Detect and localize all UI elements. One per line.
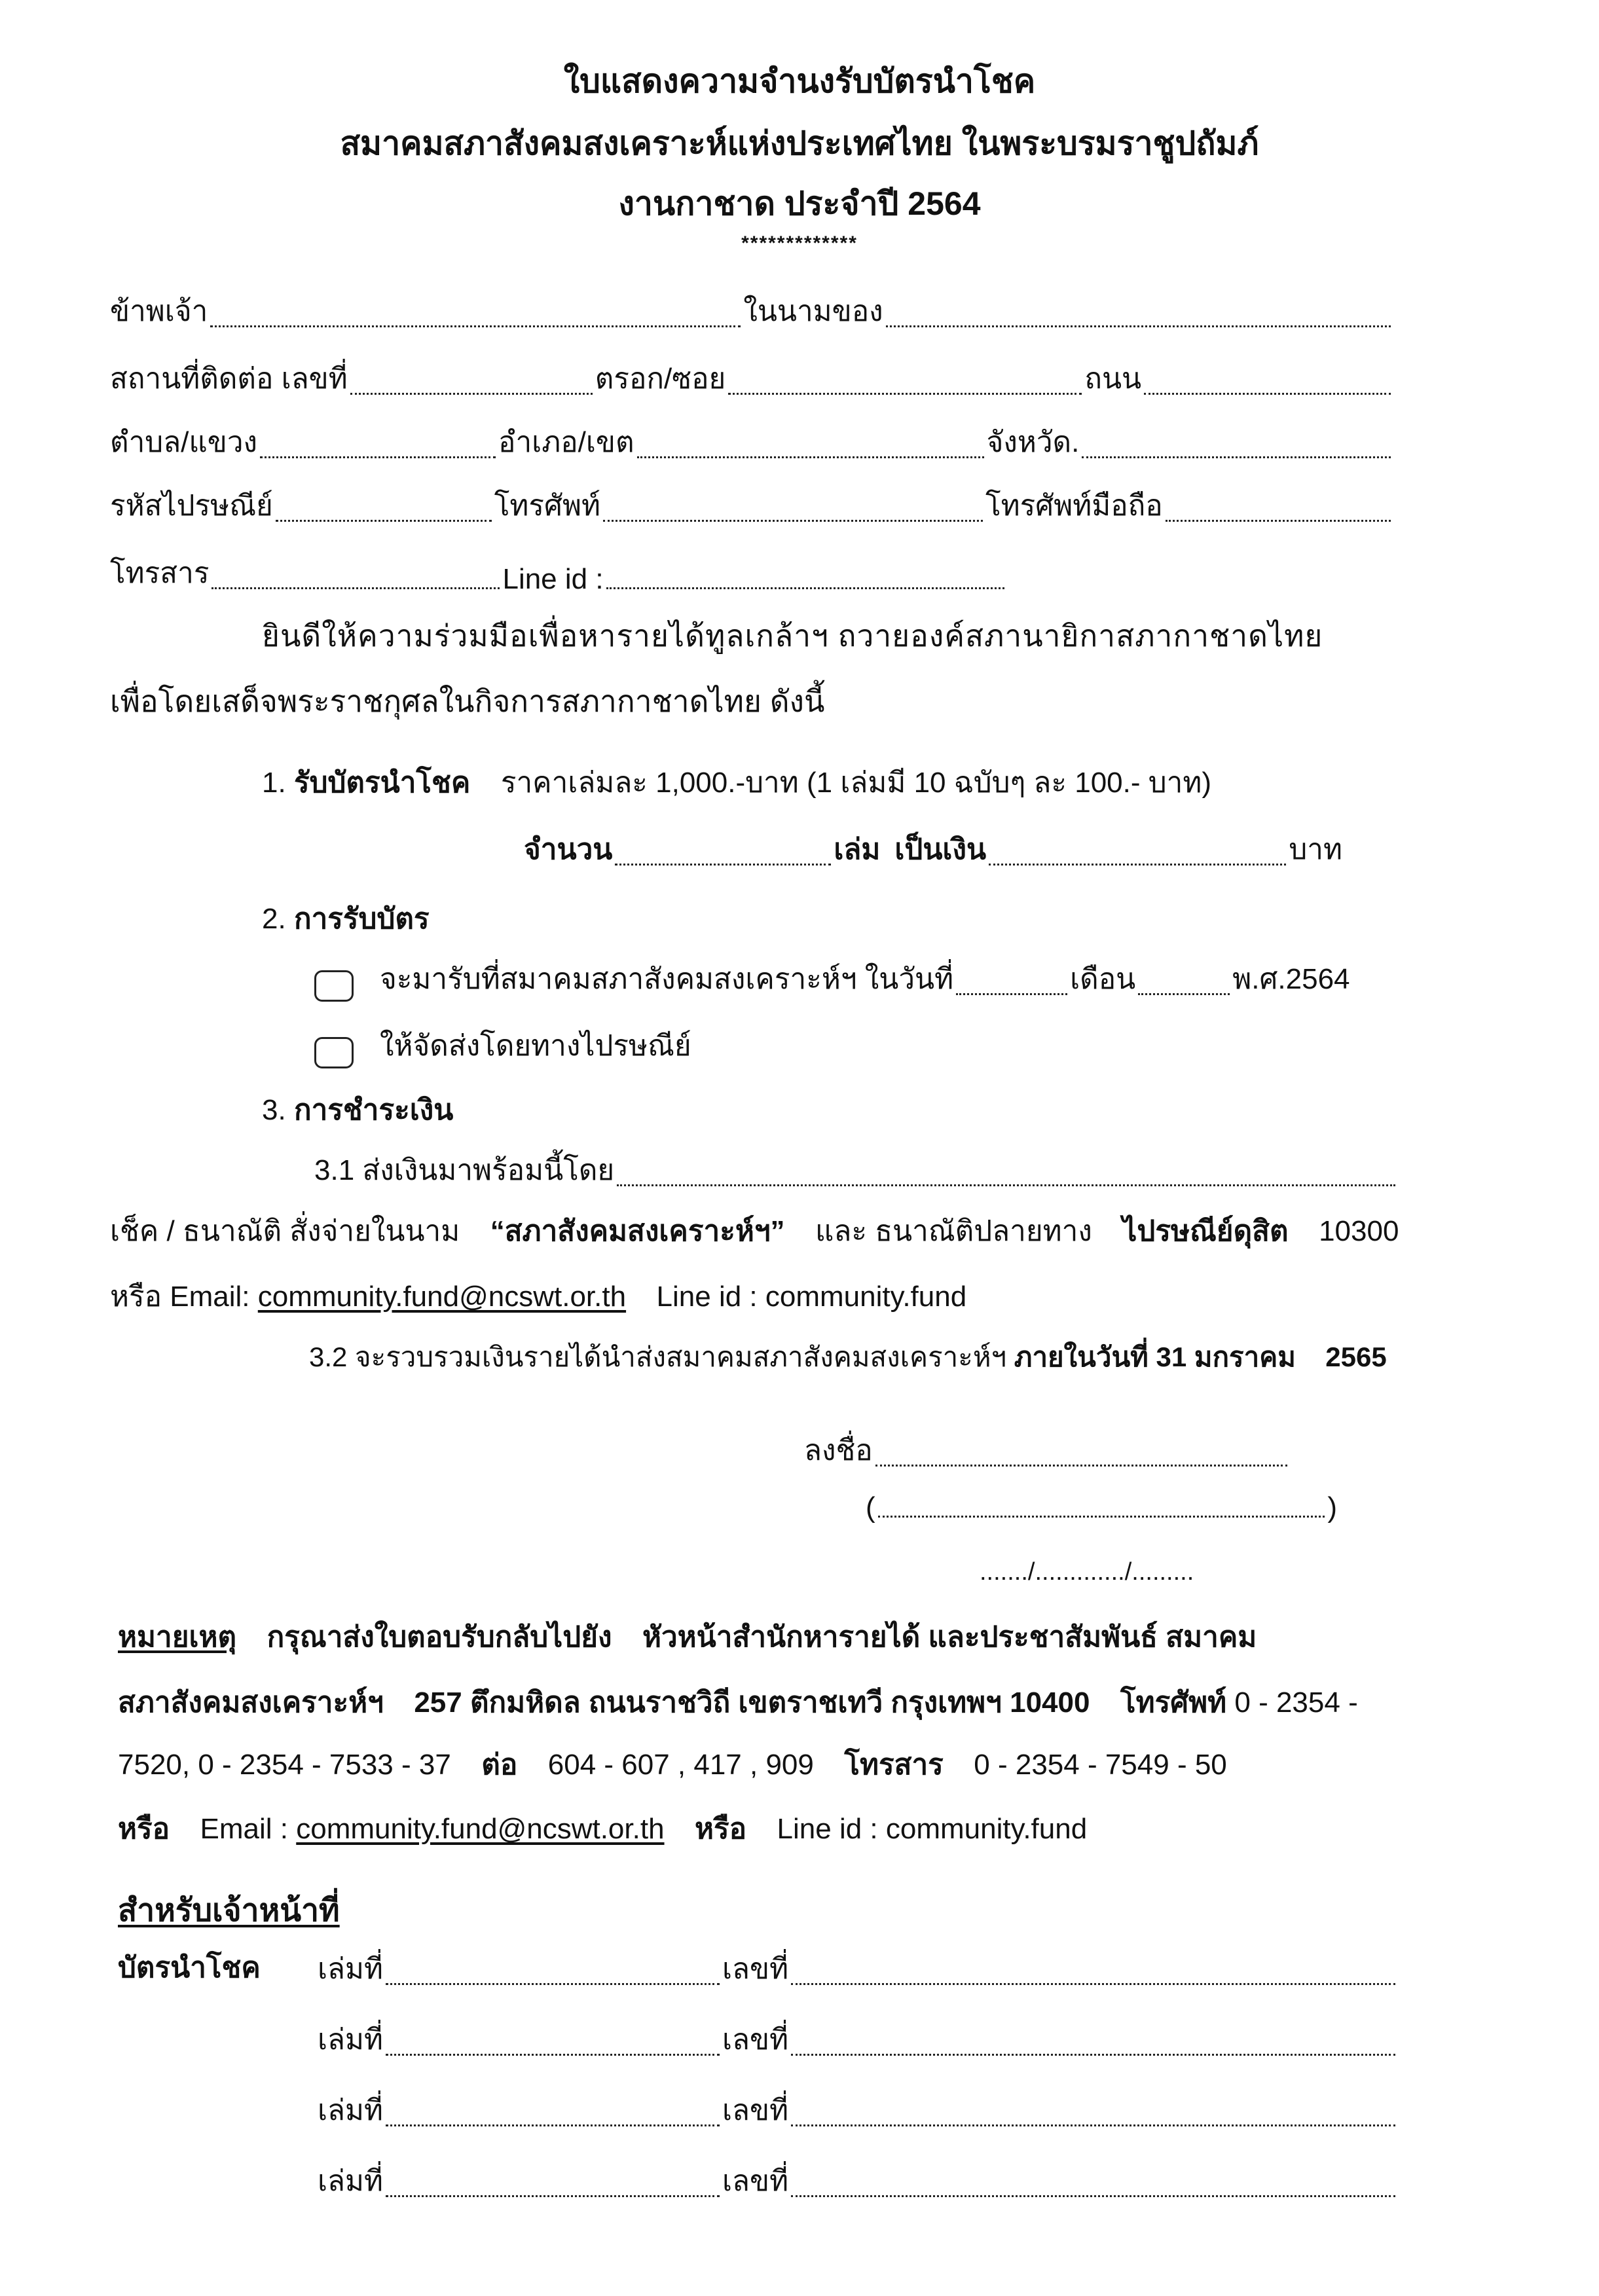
deadline-text: 3.2 จะรวบรวมเงินรายได้นำส่งสมาคมสภาสังคมสงเคราะห์ฯ (309, 1341, 1007, 1372)
official-row-4 (318, 2158, 1398, 2204)
note-phone-2: 7520, 0 - 2354 - 7533 - 37 (118, 1749, 451, 1781)
form-title: ใบแสดงความจำนงรับบัตรนำโชค (563, 63, 1036, 100)
payee-name: “สภาสังคมสงเคราะห์ฯ” (490, 1215, 785, 1247)
subdistrict-field[interactable] (260, 450, 496, 458)
note-fax-label: โทรสาร (844, 1749, 944, 1781)
amount-label: จำนวน (524, 833, 613, 866)
pickup-checkbox[interactable] (314, 970, 354, 1002)
official-book-label: เล่มที่ (318, 1953, 384, 1985)
deadline-year: 2565 (1325, 1341, 1387, 1372)
baht-label: บาท (1289, 833, 1342, 866)
total-field[interactable] (989, 857, 1286, 866)
post-code: 10300 (1319, 1215, 1399, 1247)
email-link[interactable]: community.fund@ncswt.or.th (257, 1281, 627, 1313)
official-book-field[interactable] (386, 2189, 720, 2197)
note-line-4 (118, 1806, 1087, 1851)
note-line-3 (118, 1741, 1227, 1787)
open-paren: ( (866, 1491, 875, 1523)
name-row (110, 288, 1393, 334)
signature-label: ลงชื่อ (804, 1434, 873, 1467)
district-label: อำเภอ/เขต (498, 426, 634, 458)
cheque-text: เช็ค / ธนาณัติ สั่งจ่ายในนาม (110, 1215, 460, 1247)
road-field[interactable] (1144, 386, 1391, 395)
official-no-label: เลขที่ (722, 2024, 789, 2056)
official-book-label: เล่มที่ (318, 2165, 384, 2197)
official-no-label: เลขที่ (722, 2094, 789, 2126)
note-ext-label: ต่อ (481, 1749, 518, 1781)
note-line-2 (118, 1679, 1358, 1725)
line-id-field[interactable] (606, 581, 1004, 589)
address-label: สถานที่ติดต่อ เลขที่ (110, 363, 348, 395)
email-label: หรือ Email: (110, 1281, 250, 1313)
note-or-1: หรือ (118, 1813, 170, 1845)
book-label: เล่ม (834, 833, 881, 866)
cheque-line (110, 1208, 1399, 1254)
intro-line-1: ยินดีให้ความร่วมมือเพื่อหารายได้ทูลเกล้าฯ ถวายองค์สภานายิกาสภากาชาดไทย (262, 619, 1323, 653)
section-2-number: 2. (262, 903, 286, 935)
province-field[interactable] (1082, 450, 1391, 458)
signature-name-field[interactable] (878, 1509, 1325, 1518)
district-field[interactable] (637, 450, 984, 458)
section-2-label: การรับบัตร (293, 903, 430, 935)
note-email-label: Email : (200, 1813, 289, 1845)
lane-label: ตรอก/ซอย (595, 363, 726, 395)
pickup-day-field[interactable] (956, 987, 1067, 995)
mobile-label: โทรศัพท์มือถือ (985, 490, 1163, 522)
phone-label: โทรศัพท์ (494, 490, 601, 522)
note-fax-number: 0 - 2354 - 7549 - 50 (974, 1749, 1227, 1781)
official-no-label: เลขที่ (722, 1953, 789, 1985)
note-or-2: หรือ (695, 1813, 747, 1845)
signature-field[interactable] (875, 1458, 1287, 1467)
note-phone-1: 0 - 2354 - (1234, 1686, 1358, 1719)
address-row (110, 355, 1393, 401)
money-order-text: และ ธนาณัติปลายทาง (815, 1215, 1092, 1247)
official-row-3 (318, 2087, 1398, 2133)
deadline-date: ภายในวันที่ 31 มกราคม (1014, 1341, 1296, 1372)
province-label: จังหวัด. (986, 426, 1080, 458)
note-text-1a: กรุณาส่งใบตอบรับกลับไปยัง (266, 1621, 612, 1653)
pickup-option-row (314, 956, 1388, 1002)
name-label: ข้าพเจ้า (110, 295, 208, 327)
event-title: งานกาชาด ประจำปี 2564 (618, 185, 981, 222)
on-behalf-field[interactable] (886, 319, 1391, 327)
section-2-line (262, 896, 430, 941)
region-row (110, 419, 1393, 465)
section-1-number: 1. (262, 767, 286, 799)
fax-label: โทรสาร (110, 557, 210, 589)
official-book-field[interactable] (386, 1977, 720, 1985)
section-3-line (262, 1087, 453, 1133)
note-address: 257 ตึกมหิดล ถนนราชวิถี เขตราชเทวี กรุงเทพฯ 10400 (414, 1686, 1090, 1719)
official-title: สำหรับเจ้าหน้าที่ (118, 1893, 340, 1928)
on-behalf-label: ในนามของ (743, 295, 883, 327)
mail-option-row (314, 1023, 1100, 1068)
official-no-field[interactable] (791, 1977, 1395, 1985)
intro-line-2: เพื่อโดยเสด็จพระราชกุศลในกิจการสภากาชาดไทย ดังนี้ (110, 684, 825, 718)
close-paren: ) (1327, 1491, 1337, 1523)
pickup-month-field[interactable] (1138, 987, 1230, 995)
official-book-label: เล่มที่ (318, 2024, 384, 2056)
association-name: สมาคมสภาสังคมสงเคราะห์แห่งประเทศไทย ในพระบรมราชูปถัมภ์ (340, 125, 1259, 162)
official-book-label: เล่มที่ (318, 2094, 384, 2126)
signature-name-row (866, 1491, 1337, 1524)
payment-method-row (314, 1147, 1398, 1193)
mail-checkbox[interactable] (314, 1037, 354, 1068)
official-no-field[interactable] (791, 2047, 1395, 2056)
star-divider: ************* (741, 232, 858, 254)
official-row-1 (318, 1946, 1398, 1992)
note-line-id: Line id : community.fund (777, 1813, 1088, 1845)
mail-label: ให้จัดส่งโดยทางไปรษณีย์ (380, 1030, 691, 1062)
amount-field[interactable] (615, 857, 831, 866)
note-text-1b: หัวหน้าสำนักหารายได้ และประชาสัมพันธ์ สมาคม (642, 1621, 1257, 1653)
signature-date[interactable]: ......./............./......... (980, 1558, 1194, 1586)
phone-field[interactable] (603, 513, 983, 522)
road-label: ถนน (1084, 363, 1142, 395)
payment-method-field[interactable] (617, 1178, 1395, 1186)
name-field[interactable] (210, 319, 741, 327)
official-book-field[interactable] (386, 2047, 720, 2056)
note-line-1 (118, 1614, 1257, 1660)
pickup-label: จะมารับที่สมาคมสภาสังคมสงเคราะห์ฯ ในวันที่ (380, 963, 954, 995)
note-text-2a: สภาสังคมสงเคราะห์ฯ (118, 1686, 384, 1719)
month-label: เดือน (1070, 963, 1136, 995)
line-id-label: Line id : (502, 563, 604, 595)
note-email-link[interactable]: community.fund@ncswt.or.th (296, 1813, 665, 1845)
official-row-2 (318, 2016, 1398, 2062)
official-no-label: เลขที่ (722, 2165, 789, 2197)
mobile-field[interactable] (1166, 513, 1391, 522)
email-line (110, 1273, 966, 1319)
deadline-line (309, 1336, 1387, 1379)
fax-field[interactable] (211, 581, 500, 589)
section-1-line (262, 759, 1211, 805)
note-phone-label: โทรศัพท์ (1120, 1686, 1227, 1719)
official-book-field[interactable] (386, 2118, 720, 2126)
contact-row (110, 483, 1393, 528)
note-label: หมายเหตุ (118, 1621, 237, 1653)
fax-row (110, 550, 1007, 596)
postal-label: รหัสไปรษณีย์ (110, 490, 273, 522)
amount-row (524, 826, 1342, 872)
section-1-price: ราคาเล่มละ 1,000.-บาท (1 เล่มมี 10 ฉบับๆ ละ 100.- บาท) (500, 767, 1212, 799)
payment-method-label: 3.1 ส่งเงินมาพร้อมนี้โดย (314, 1154, 615, 1186)
section-3-number: 3. (262, 1094, 286, 1126)
address-field[interactable] (350, 386, 593, 395)
signature-row (804, 1427, 1290, 1473)
post-office-name: ไปรษณีย์ดุสิต (1122, 1215, 1289, 1247)
postal-field[interactable] (276, 513, 492, 522)
lane-field[interactable] (728, 386, 1082, 395)
total-label: เป็นเงิน (894, 833, 987, 866)
section-3-label: การชำระเงิน (293, 1094, 454, 1126)
subdistrict-label: ตำบล/แขวง (110, 426, 258, 458)
official-no-field[interactable] (791, 2189, 1395, 2197)
official-label: บัตรนำโชค (118, 1952, 261, 1984)
line-id-text: Line id : community.fund (656, 1281, 967, 1313)
official-no-field[interactable] (791, 2118, 1395, 2126)
section-1-label: รับบัตรนำโชค (293, 767, 471, 799)
year-label: พ.ศ.2564 (1232, 963, 1350, 995)
note-ext-numbers: 604 - 607 , 417 , 909 (547, 1749, 814, 1781)
